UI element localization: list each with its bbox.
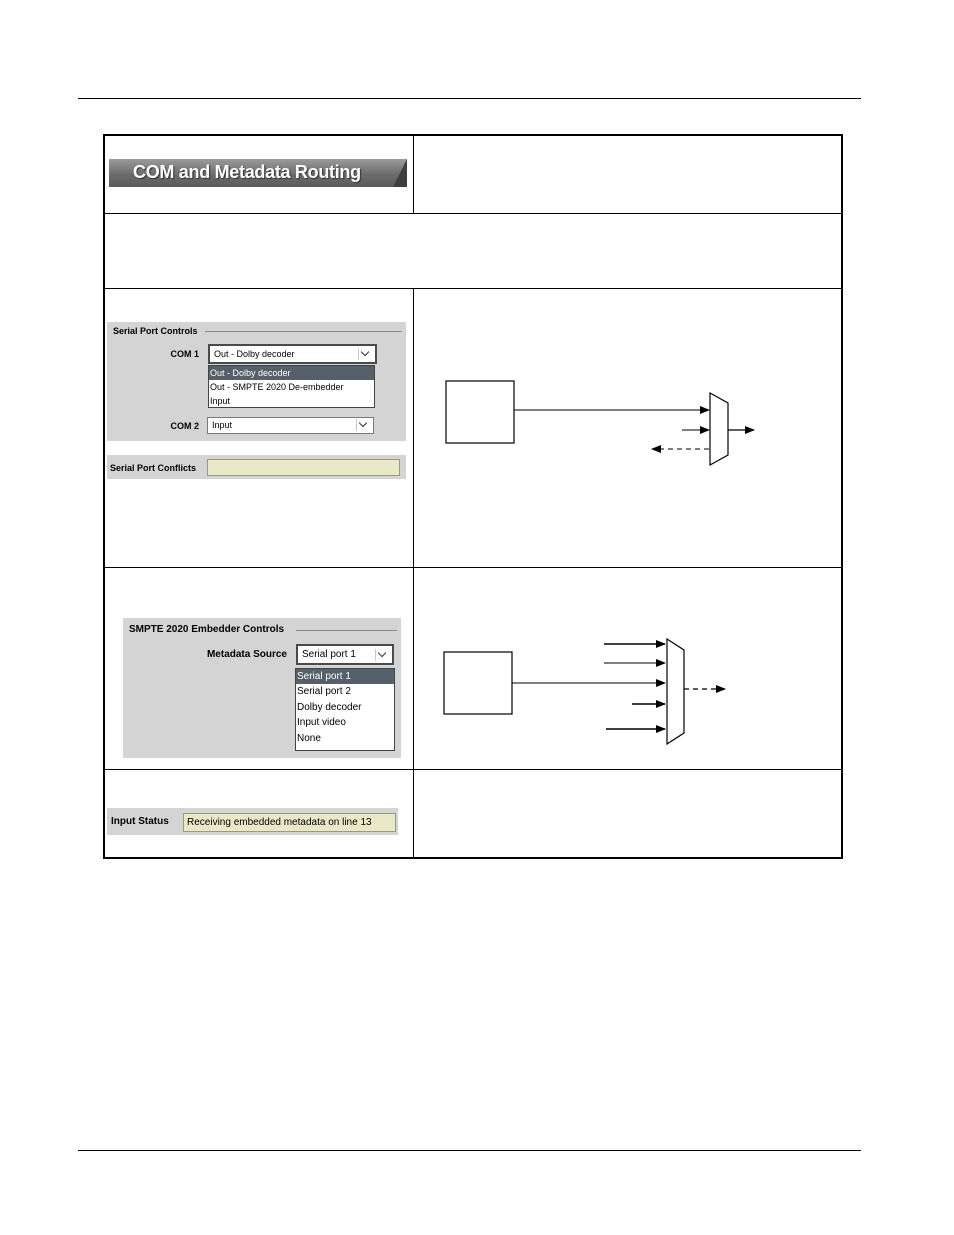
metadata-source-selected-value: Serial port 1: [302, 649, 356, 660]
metadata-source-option[interactable]: None: [297, 732, 321, 744]
com1-option[interactable]: Input: [210, 396, 231, 406]
metadata-source-label: Metadata Source: [206, 649, 287, 660]
source-block: [444, 652, 512, 714]
metadata-source-option[interactable]: Input video: [297, 717, 346, 729]
input-status-label: Input Status: [111, 816, 169, 827]
metadata-source-option[interactable]: Serial port 2: [297, 686, 351, 698]
input-status-panel: [107, 808, 398, 835]
com1-option[interactable]: Out - SMPTE 2020 De-embedder: [210, 382, 344, 392]
com1-selected-value: Out - Dolby decoder: [214, 349, 295, 359]
com2-selected-value: Input: [212, 420, 233, 430]
multiplexer-shape: [667, 639, 684, 744]
metadata-source-dropdown-list: [295, 668, 395, 751]
com1-option[interactable]: Out - Dolby decoder: [209, 366, 374, 380]
input-status-field: Receiving embedded metadata on line 13: [183, 813, 396, 832]
smpte-2020-embedder-panel: [123, 618, 401, 758]
chevron-down-icon[interactable]: [375, 649, 390, 661]
com2-label: COM 2: [170, 421, 199, 431]
serial-port-conflicts-label: Serial Port Conflicts: [110, 463, 197, 473]
section-title: COM and Metadata Routing: [133, 162, 361, 182]
source-block: [446, 381, 514, 443]
metadata-source-select[interactable]: [296, 644, 394, 665]
group-divider: [296, 630, 397, 631]
metadata-source-option[interactable]: Dolby decoder: [297, 701, 362, 713]
metadata-source-option[interactable]: Serial port 1: [296, 669, 394, 684]
serial-port-controls-title: Serial Port Controls: [113, 326, 198, 336]
smpte-2020-embedder-title: SMPTE 2020 Embedder Controls: [129, 624, 285, 635]
com1-label: COM 1: [170, 349, 199, 359]
multiplexer-shape: [710, 393, 728, 465]
